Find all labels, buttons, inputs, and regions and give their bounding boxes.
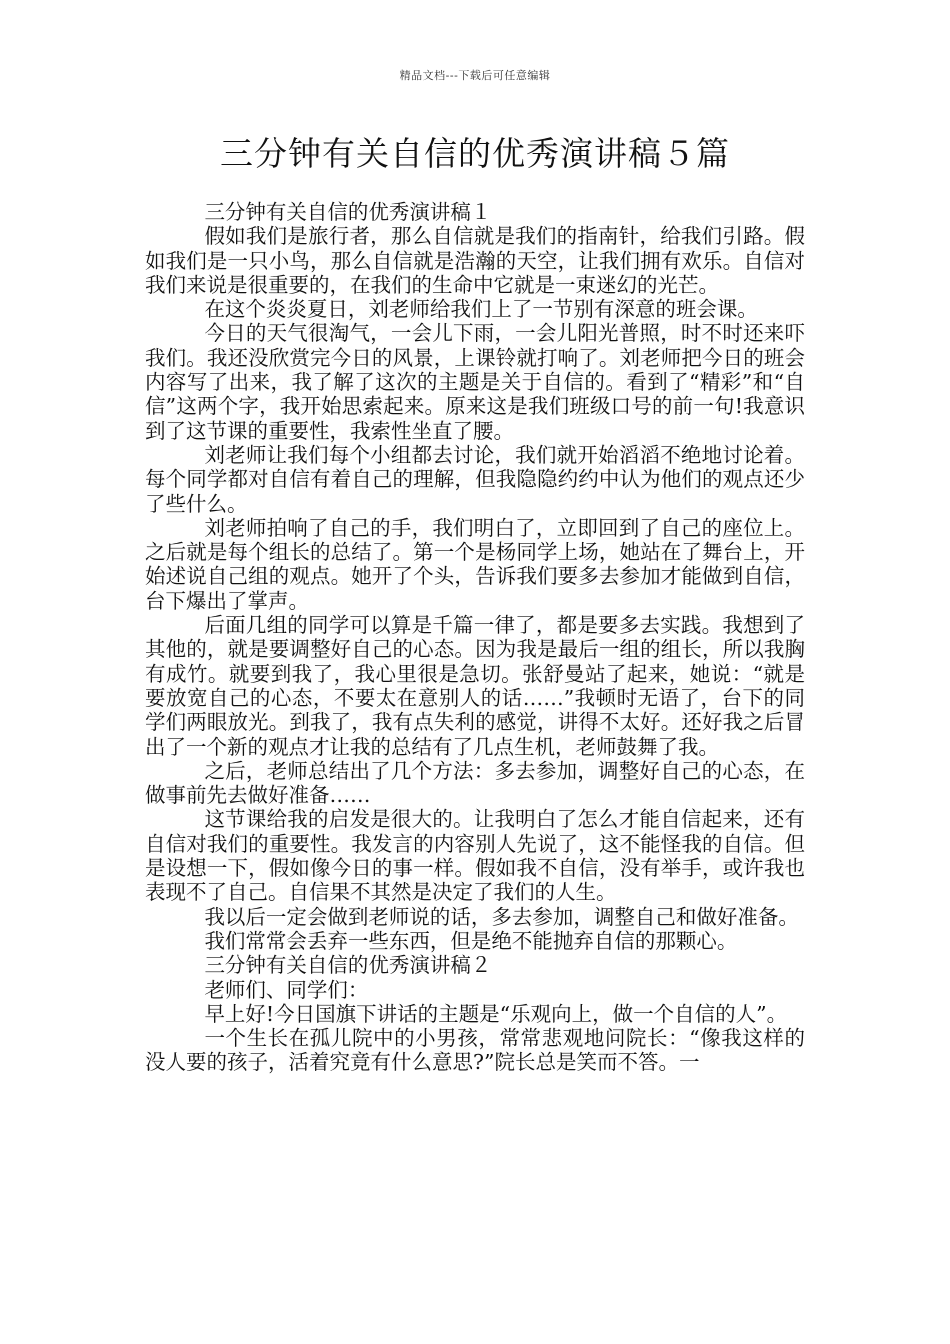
paragraph: 我以后一定会做到老师说的话，多去参加，调整自己和做好准备。 (204, 904, 799, 929)
paragraph: 我们常常会丢弃一些东西，但是绝不能抛弃自信的那颗心。 (204, 928, 738, 953)
paragraph: 一个生长在孤儿院中的小男孩，常常悲观地问院长：“像我这样的没人要的孩子，活着究竟有什么意思?”院长总是笑而不答。一 (145, 1026, 805, 1075)
paragraph: 刘老师拍响了自己的手，我们明白了，立即回到了自己的座位上。之后就是每个组长的总结了。第一个是杨同学上场，她站在了舞台上，开始述说自己组的观点。她开了个头，告诉我们要多去参加才能做到自信，台下爆出了掌声。 (145, 515, 805, 613)
paragraph: 早上好!今日国旗下讲话的主题是“乐观向上，做一个自信的人”。 (204, 1001, 788, 1026)
document-title: 三分钟有关自信的优秀演讲稿５篇 (220, 134, 730, 173)
document-body (145, 200, 805, 1075)
header-note: 精品文档---下载后可任意编辑 (399, 69, 551, 82)
paragraph: 这节课给我的启发是很大的。让我明白了怎么才能自信起来，还有自信对我们的重要性。我发言的内容别人先说了，这不能怪我的自信。但是设想一下，假如像今日的事一样。假如我不自信，没有举手，或许我也表现不了自己。自信果不其然是决定了我们的人生。 (145, 807, 805, 905)
paragraph: 之后，老师总结出了几个方法：多去参加，调整好自己的心态，在做事前先去做好准备…… (145, 758, 805, 808)
paragraph: 假如我们是旅行者，那么自信就是我们的指南针，给我们引路。假如我们是一只小鸟，那么自信就是浩瀚的天空，让我们拥有欢乐。自信对我们来说是很重要的，在我们的生命中它就是一束迷幻的光芒。 (145, 224, 805, 297)
speech-heading-2: 三分钟有关自信的优秀演讲稿２ (204, 953, 492, 978)
paragraph: 今日的天气很淘气，一会儿下雨，一会儿阳光普照，时不时还来吓我们。我还没欣赏完今日的风景，上课铃就打响了。刘老师把今日的班会内容写了出来，我了解了这次的主题是关于自信的。看到了“精彩”和“自信”这两个字，我开始思索起来。原来这是我们班级口号的前一句!我意识到了这节课的重要性，我索性坐直了腰。 (145, 321, 805, 443)
salutation: 老师们、同学们： (204, 977, 369, 1002)
paragraph: 刘老师让我们每个小组都去讨论，我们就开始滔滔不绝地讨论着。每个同学都对自信有着自己的理解，但我隐隐约约中认为他们的观点还少了些什么。 (145, 442, 805, 516)
paragraph: 在这个炎炎夏日，刘老师给我们上了一节别有深意的班会课。 (204, 297, 758, 322)
speech-heading-1: 三分钟有关自信的优秀演讲稿１ (204, 200, 492, 224)
paragraph: 后面几组的同学可以算是千篇一律了，都是要多去实践。我想到了其他的，就是要调整好自己的心态。因为我是最后一组的组长，所以我胸有成竹。就要到我了，我心里很是急切。张舒曼站了起来，她说：“就是要放宽自己的心态，不要太在意别人的话……”我顿时无语了，台下的同学们两眼放光。到我了，我有点失利的感觉，讲得不太好。还好我之后冒出了一个新的观点才让我的总结有了几点生机，老师鼓舞了我。 (145, 613, 805, 759)
